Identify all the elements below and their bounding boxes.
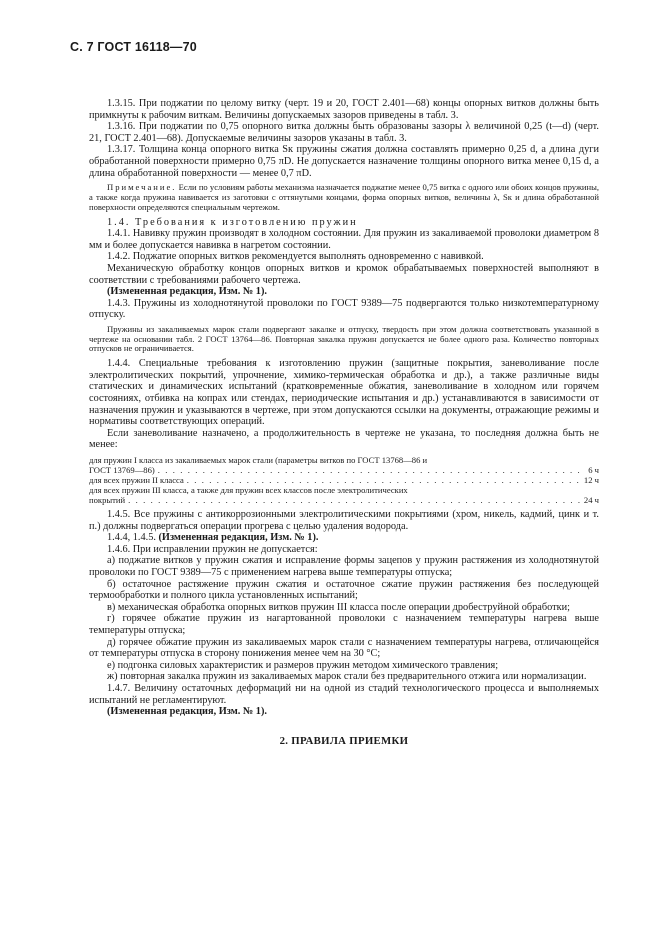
list-item-v: в) механическая обработка опорных витков пружин III класса после операции дробеструйной обработки; — [107, 601, 570, 613]
list-item-a: а) поджатие витков у пружин сжатия и исправление формы зацепов у пружин растяжения из холоднотянутой проволоки по ГОСТ 9389—75 с применением нагрева выше температуры отпуска; — [89, 555, 599, 578]
paragraph-1-4-3: 1.4.3. Пружины из холоднотянутой проволоки по ГОСТ 9389—75 подвергаются только низкотемпературному отпуску. — [89, 297, 599, 321]
note-label: Примечание. — [107, 182, 177, 193]
paragraph-1-3-17: 1.3.17. Толщина конца опорного витка Sк пружины сжатия должна составлять примерно 0,25 d, а длина дуги обработанной поверхности примерно 0,75 πD. Не допускается назначение толщины опорного витка менее 0,15 d, а длина обработанной поверхности — менее 0,7 πD. — [89, 144, 599, 179]
paragraph-1-4-7: 1.4.7. Величину остаточных деформаций ни на одной из стадий технологического процесса и выполняемых испытаний не регламентируют. — [89, 682, 599, 706]
duration-row-1-label: ГОСТ 13769—86) — [89, 465, 155, 476]
leader-dots — [187, 475, 581, 485]
section-2-title: 2. ПРАВИЛА ПРИЕМКИ — [279, 734, 409, 747]
duration-row-3-value: 24 ч — [583, 495, 599, 506]
list-item-zh: ж) повторная закалка пружин из закаливаемых марок стали без предварительного отжига или нормализации. — [107, 671, 587, 683]
paragraph-1-4-3-b: Пружины из закаливаемых марок стали подвергают закалке и отпуску, твердость при этом должна соответствовать указанной в чертеже на основании табл. 2 ГОСТ 13764—86. Повторная закалка пружин допускается не более одного раза. Количество повторных отпусков не ограничивается. — [89, 323, 599, 354]
paragraph-1-3-15: 1.3.15. При поджатии по целому витку (черт. 19 и 20, ГОСТ 2.401—68) концы опорных витков должны быть примкнуты к рабочим виткам. Величины допускаемых зазоров приведены в табл. 3. — [89, 98, 599, 121]
note — [89, 183, 599, 212]
list-item-g: г) горячее обжатие пружин из нагартованной проволоки с назначением температуры нагрева выше температуры отпуска; — [89, 613, 599, 636]
list-item-e: е) подгонка силовых характеристик и размеров пружин методом химического травления; — [107, 659, 499, 671]
paragraph-1-4-4-1-4-5 — [89, 532, 599, 544]
duration-row-3-line-1: для всех пружин III класса, а также для пружин всех классов после электролитических — [89, 485, 408, 496]
paragraph-1-4-1: 1.4.1. Навивку пружин производят в холодном состоянии. Для пружин из закаливаемой проволоки диаметром 8 мм и более допускается навивка в нагретом состоянии. — [89, 228, 599, 251]
paragraph-prefix: 1.4.4, 1.4.5. — [107, 532, 156, 544]
paragraph-1-4-2: 1.4.2. Поджатие опорных витков рекомендуется выполнять одновременно с навивкой. — [107, 251, 484, 263]
page-content — [89, 98, 599, 747]
section-1-4-title: 1.4. Требования к изготовлению пружин — [107, 216, 358, 228]
duration-row-2 — [89, 475, 599, 485]
duration-row-1-value: 6 ч — [588, 465, 599, 476]
duration-row-1-line-1: для пружин I класса из закаливаемых марок стали (параметры витков по ГОСТ 13768—86 и — [89, 455, 428, 466]
paragraph-1-4-5: 1.4.5. Все пружины с антикоррозионными электролитическими покрытиями (хром, никель, кадмий, цинк и т. п.) должны подвергаться операции прогрева с целью удаления водорода. — [89, 509, 599, 532]
leader-dots — [128, 495, 581, 505]
duration-row-1 — [89, 465, 599, 475]
duration-table — [89, 455, 599, 505]
page-header: С. 7 ГОСТ 16118—70 — [70, 40, 197, 54]
paragraph-1-4-4: 1.4.4. Специальные требования к изготовлению пружин (защитные покрытия, заневоливание после электролитических покрытий, упрочнение, химико-термическая обработка и др.), а также различные виды статических и динамических испытаний (кратковременные обжатия, заневоливание в холодном или горячем состояниях, отбивка на копрах или стендах, периодические испытания и др.) устанавливаются в зависимости от назначения пружин и указываются в чертеже, при этом допускаются ссылки на документы, отражающие режимы и нормативы соответствующих операций. — [89, 358, 599, 428]
duration-row-2-value: 12 ч — [583, 475, 599, 486]
duration-row-2-label: для всех пружин II класса — [89, 475, 184, 486]
revision-note: (Измененная редакция, Изм. № 1). — [107, 706, 267, 718]
list-item-b: б) остаточное растяжение пружин сжатия и остаточное сжатие пружин растяжения без последующей термообработки и полного цикла установленных испытаний; — [89, 578, 599, 602]
paragraph-1-3-16: 1.3.16. При поджатии по 0,75 опорного витка должны быть образованы зазоры λ величиной 0,25 (t—d) (черт. 21, ГОСТ 2.401—68). Допускаемые величины зазоров указаны в табл. 3. — [89, 121, 599, 144]
paragraph-1-4-6: 1.4.6. При исправлении пружин не допускается: — [107, 543, 318, 555]
note-text: Если по условиям работы механизма назначается поджатие менее 0,75 витка с одного или обоих концов пружины, а также когда пружина навивается из заготовки с оттянутыми концами, форма опорных витков, величины λ, Sк и длина обработанной поверхности определяются специальным чертежом. — [89, 182, 600, 212]
leader-dots — [158, 465, 585, 475]
revision-note: (Измененная редакция, Изм. № 1). — [107, 286, 267, 298]
revision-note: (Измененная редакция, Изм. № 1). — [158, 532, 319, 544]
list-item-d: д) горячее обжатие пружин из закаливаемых марок стали с назначением температуры нагрева, отличающейся от температуры отпуска в сторону понижения менее чем на 30 °С; — [89, 636, 599, 660]
paragraph-1-4-2-b: Механическую обработку концов опорных витков и кромок обрабатываемых поверхностей выполняют в соответствии с требованиями рабочего чертежа. — [89, 262, 599, 286]
duration-row-3-label: покрытий — [89, 495, 126, 506]
duration-row-3 — [89, 495, 599, 505]
paragraph-1-4-4-b: Если заневоливание назначено, а продолжительность в чертеже не указана, то последняя должна быть не менее: — [89, 427, 599, 451]
